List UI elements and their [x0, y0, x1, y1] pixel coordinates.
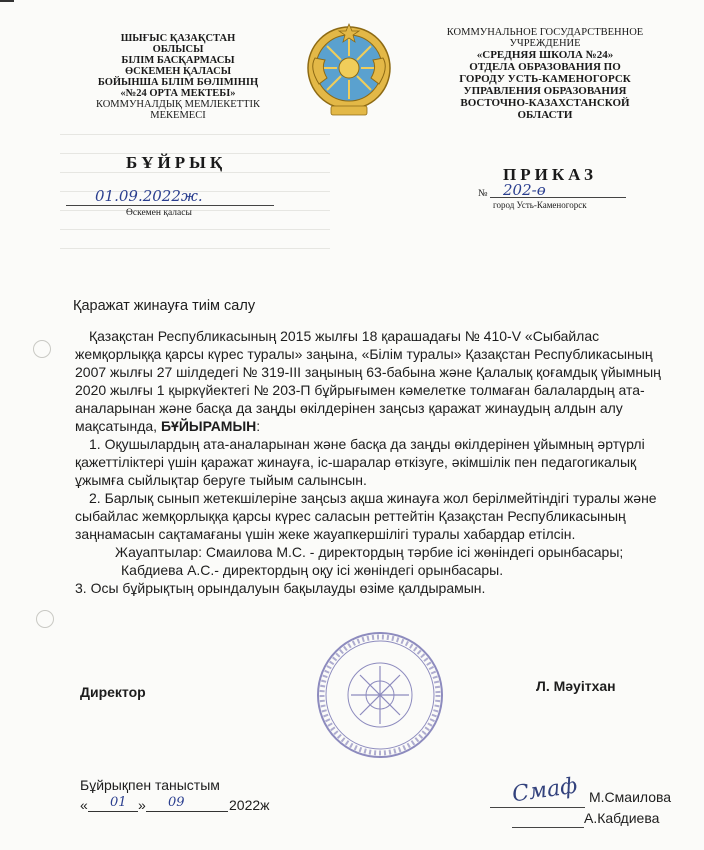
- number-line: [490, 197, 626, 198]
- acquainted-year: 2022ж: [229, 797, 270, 813]
- header-kz-line: БІЛІМ БАСҚАРМАСЫ: [121, 55, 235, 66]
- order-number-prefix: №: [478, 188, 488, 199]
- item-3: 3. Осы бұйрықтың орындалуын бақылауды өзіме қалдырамын.: [75, 580, 486, 596]
- header-kz-line: БОЙЫНША БІЛІМ БӨЛІМІНІҢ: [97, 77, 259, 88]
- preamble: [75, 327, 671, 435]
- acquainted-month: 09: [168, 795, 185, 810]
- official-stamp: [315, 630, 445, 760]
- day-line: [88, 811, 138, 812]
- header-ru-line: ГОРОДУ УСТЬ-КАМЕНОГОРСК: [459, 73, 631, 85]
- decree-word: БҰЙЫРАМЫН: [160, 418, 257, 434]
- acquaintant-2: А.Кабдиева: [584, 810, 660, 826]
- header-kz-line: ОБЛЫСЫ: [152, 44, 204, 55]
- month-line: [146, 811, 228, 812]
- signature-line-1: [490, 807, 585, 808]
- stamp-icon: [318, 633, 442, 757]
- header-ru-line: ОБЛАСТИ: [517, 109, 573, 121]
- director-name: Л. Мәуітхан: [536, 678, 616, 694]
- header-ru-line: «СРЕДНЯЯ ШКОЛА №24»: [476, 49, 614, 61]
- header-ru-line: КОММУНАЛЬНОЕ ГОСУДАРСТВЕННОЕ: [446, 27, 644, 38]
- quote-open: «: [80, 797, 88, 813]
- header-ru-line: УПРАВЛЕНИЯ ОБРАЗОВАНИЯ: [463, 85, 627, 97]
- emblem-icon: [308, 24, 390, 115]
- order-subject: Қаражат жинауға тиім салу: [73, 298, 256, 314]
- header-ru-line: ВОСТОЧНО-КАЗАХСТАНСКОЙ: [460, 97, 630, 109]
- city-ru: город Усть-Каменогорск: [493, 200, 587, 210]
- header-kz-line: МЕКЕМЕСІ: [150, 110, 206, 121]
- item-1: 1. Оқушылардың ата-аналарынан және басқа да заңды өкілдерінен ұйымның әртүрлі қажеттіліктері үшін қаражат жинауға, іс-шаралар өткізуге, әкімшілік пен педагогикалық ұжымға сыйлықтар беруге тыйым салынсын.: [75, 436, 645, 488]
- signature-line-2: [512, 827, 584, 828]
- acquainted-label: Бұйрықпен таныстым: [80, 777, 220, 793]
- item-2: 2. Барлық сынып жетекшілеріне заңсыз ақша жинауға жол берілмейтіндігі туралы және сыбайлас жемқорлыққа қарсы күрес саласын реттейтін Қазақстан Республикасының заңнамасын сақтамағаны үшін жеке жауапкершілігі туралы хабардар етілсін.: [75, 490, 657, 542]
- scan-edge-mark: [0, 0, 14, 2]
- director-label: Директор: [80, 684, 146, 700]
- city-kz: Өскемен қаласы: [126, 208, 192, 218]
- punch-hole-mark: [33, 340, 51, 358]
- punch-hole-mark: [36, 610, 54, 628]
- header-ru-line: УЧРЕЖДЕНИЕ: [509, 38, 581, 49]
- order-title-ru: ПРИКАЗ: [503, 165, 597, 184]
- order-date: 01.09.2022ж.: [95, 187, 203, 205]
- state-emblem: [305, 20, 393, 120]
- acquaintant-1: М.Смаилова: [589, 789, 672, 805]
- header-kz-line: ШЫҒЫС ҚАЗАҚСТАН: [120, 33, 236, 44]
- date-line: [66, 205, 274, 206]
- header-ru-line: ОТДЕЛА ОБРАЗОВАНИЯ ПО: [469, 61, 621, 73]
- order-number: 202-ө: [503, 181, 546, 199]
- responsible-1: Жауаптылар: Смаилова М.С. - директордың тәрбие ісі жөніндегі орынбасары;: [115, 544, 624, 560]
- header-ru: [430, 27, 660, 121]
- preamble-text: Қазақстан Республикасының 2015 жылғы 18 қарашадағы № 410-V «Сыбайлас жемқорлыққа қарсы күрес туралы» заңына, «Білім туралы» Қазақстан Республикасының 2007 жылғы 27 шілдедегі № 319-ІІІ заңының 63-бабына және Қалалық қоғамдық үйымның 2020 жылғы 1 қыркүйектегі № 203-П бұйрығымен кәмелетке толмаған балалардың ата-аналарынан және басқа да заңды өкілдерінен заңсыз қаражат жинаудың алдын алу мақсатында,: [75, 328, 661, 434]
- header-kz-line: ӨСКЕМЕН ҚАЛАСЫ: [124, 66, 232, 77]
- acquainted-day: 01: [110, 795, 127, 810]
- signature-scribble: Смаф: [510, 773, 579, 808]
- header-kz-line: «№24 ОРТА МЕКТЕБІ»: [120, 88, 236, 99]
- order-body: [75, 327, 671, 597]
- quote-close: »: [138, 797, 146, 813]
- acquainted-date: [80, 796, 310, 816]
- order-title-kz: БҰЙРЫҚ: [126, 153, 227, 172]
- header-kz-line: КОММУНАЛДЫҚ МЕМЛЕКЕТТІК: [95, 99, 261, 110]
- header-kz: [78, 33, 278, 121]
- responsible-2: Кабдиева А.С.- директордың оқу ісі жөніндегі орынбасары.: [121, 562, 504, 578]
- decree-colon: :: [256, 418, 261, 434]
